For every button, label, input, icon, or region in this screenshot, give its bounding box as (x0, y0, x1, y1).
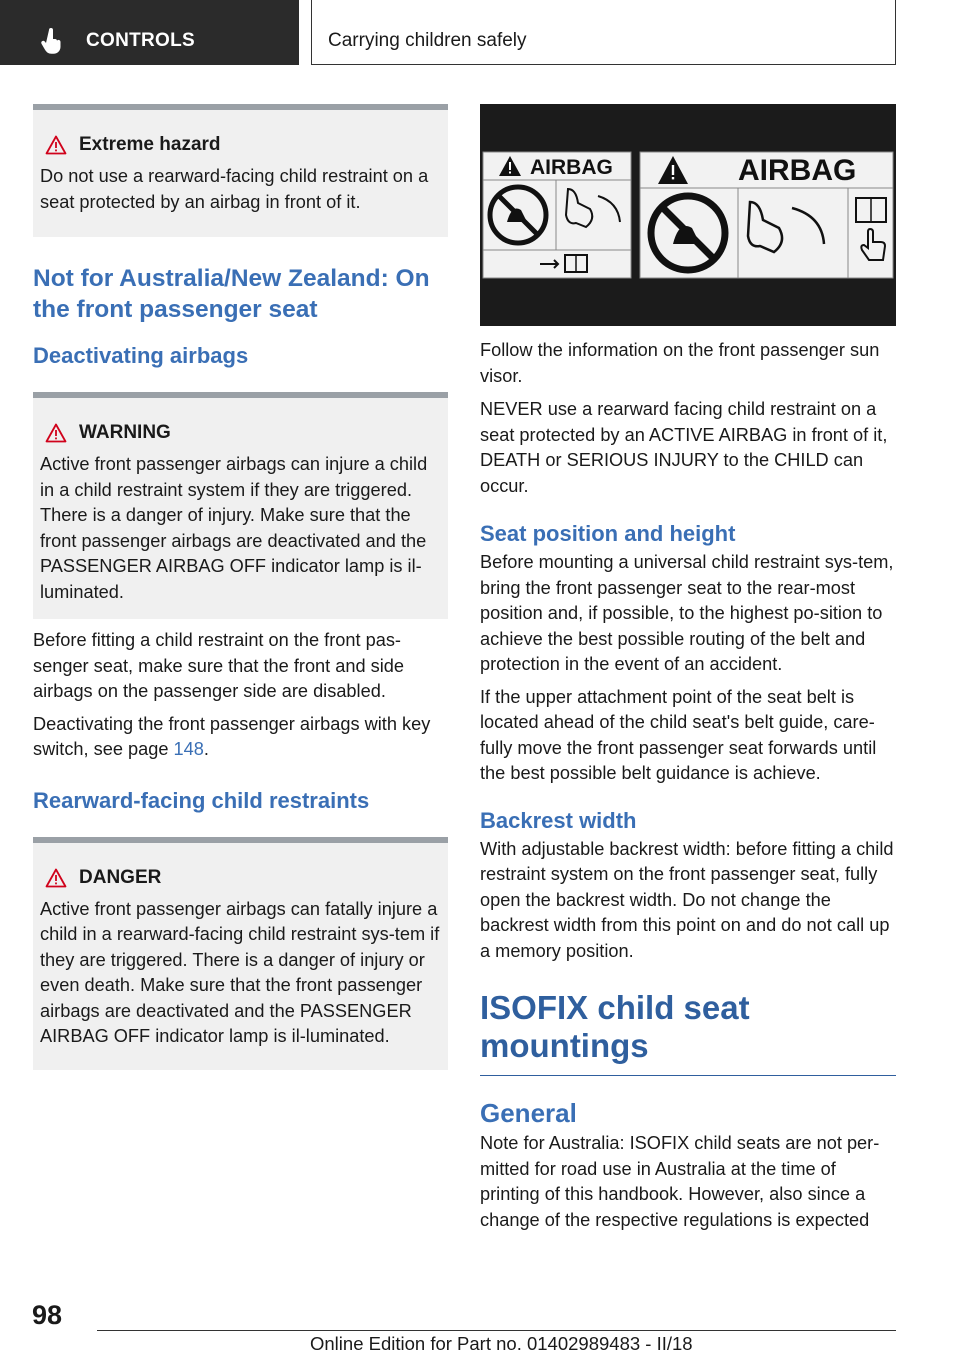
page-link-148[interactable]: 148 (173, 739, 204, 759)
hand-pointer-icon (40, 28, 64, 54)
danger-box (33, 837, 448, 1070)
subheading-general: General (480, 1098, 577, 1128)
hazard-title: Extreme hazard (79, 134, 221, 155)
footer-edition: Online Edition for Part no. 01402989483 - II/18 (310, 1333, 693, 1354)
paragraph-key-switch-text: Deactivating the front passenger airbags with key switch, see page (33, 713, 431, 759)
paragraph-seat-position: Before mounting a universal child restraint sys-tem, bring the front passenger seat to the rear-most position and, if possible, to the highest po-sition to achieve the best possible routing of the belt and protection in the event of an accident. (480, 552, 894, 674)
right-column (480, 104, 896, 1233)
hazard-box (33, 104, 448, 237)
paragraph-backrest-width: With adjustable backrest width: before fitting a child restraint system on the front passenger seat, fully open the backrest width. Do not change the backrest width from this point on and do not call up a memory position. (480, 838, 894, 961)
subheading-seat-position: Seat position and height (480, 521, 736, 546)
warning-title: WARNING (79, 422, 171, 443)
chapter-title: Carrying children safely (328, 30, 527, 51)
warning-triangle-icon (45, 423, 67, 443)
subheading-backrest-width: Backrest width (480, 807, 637, 833)
left-column (33, 104, 448, 1070)
chapter-header (311, 0, 896, 65)
danger-title: DANGER (79, 866, 162, 888)
section-label: CONTROLS (86, 30, 196, 51)
footer-divider (97, 1330, 896, 1331)
hazard-text: Do not use a rearward-facing child restraint on a seat protected by an airbag in front of it. (40, 166, 429, 212)
paragraph-before-fitting: Before fitting a child restraint on the front pas-senger seat, make sure that the front and side airbags on the passenger side are disabled. (33, 630, 405, 701)
heading-isofix: ISOFIX child seat mountings (480, 989, 750, 1064)
section-heading-front-seat: Not for Australia/New Zealand: On the front passenger seat (33, 265, 430, 323)
paragraph-upper-attachment: If the upper attachment point of the seat belt is located ahead of the child seat's belt guide, care-fully move the front passenger seat forwards until the best possible belt guidance is achieve. (480, 686, 877, 783)
paragraph-australia-note: Note for Australia: ISOFIX child seats are not per-mitted for road use in Australia at the time of printing of this handbook. However, also since a change of the respective regulations is expected (480, 1133, 880, 1230)
section-tab (0, 0, 299, 65)
warning-triangle-icon (45, 135, 67, 155)
airbag-label-image (480, 104, 896, 326)
paragraph-key-switch (33, 712, 448, 763)
page-number: 98 (32, 1300, 63, 1330)
paragraph-sun-visor: Follow the information on the front passenger sun visor. (480, 340, 880, 386)
subheading-deactivating-airbags: Deactivating airbags (33, 343, 249, 368)
paragraph-never-use: NEVER use a rearward facing child restraint on a seat protected by an ACTIVE AIRBAG in front of it, DEATH or SERIOUS INJURY to the CHILD can occur. (480, 399, 888, 496)
isofix-heading-block (480, 989, 896, 1076)
warning-triangle-icon (45, 868, 67, 888)
danger-text: Active front passenger airbags can fatally injure a child in a rearward-facing child restraint sys-tem if they are triggered. There is a danger of injury or even death. Make sure that the front passenger airbags are deactivated and the PASSENGER AIRBAG OFF indicator lamp is il-luminated. (40, 898, 440, 1046)
paragraph-key-switch-end: . (203, 739, 209, 759)
large-label-text: AIRBAG (738, 154, 857, 187)
warning-box (33, 392, 448, 619)
warning-text: Active front passenger airbags can injure a child in a child restraint system if they are triggered. There is a danger of injury. Make sure that the front passenger airbags are deactivated and the PASSENGER AIRBAG OFF indicator lamp is il-luminated. (40, 454, 428, 602)
small-label-text: AIRBAG (530, 156, 613, 179)
subheading-rearward-facing: Rearward-facing child restraints (33, 787, 370, 813)
airbag-label-illustration (480, 104, 896, 326)
